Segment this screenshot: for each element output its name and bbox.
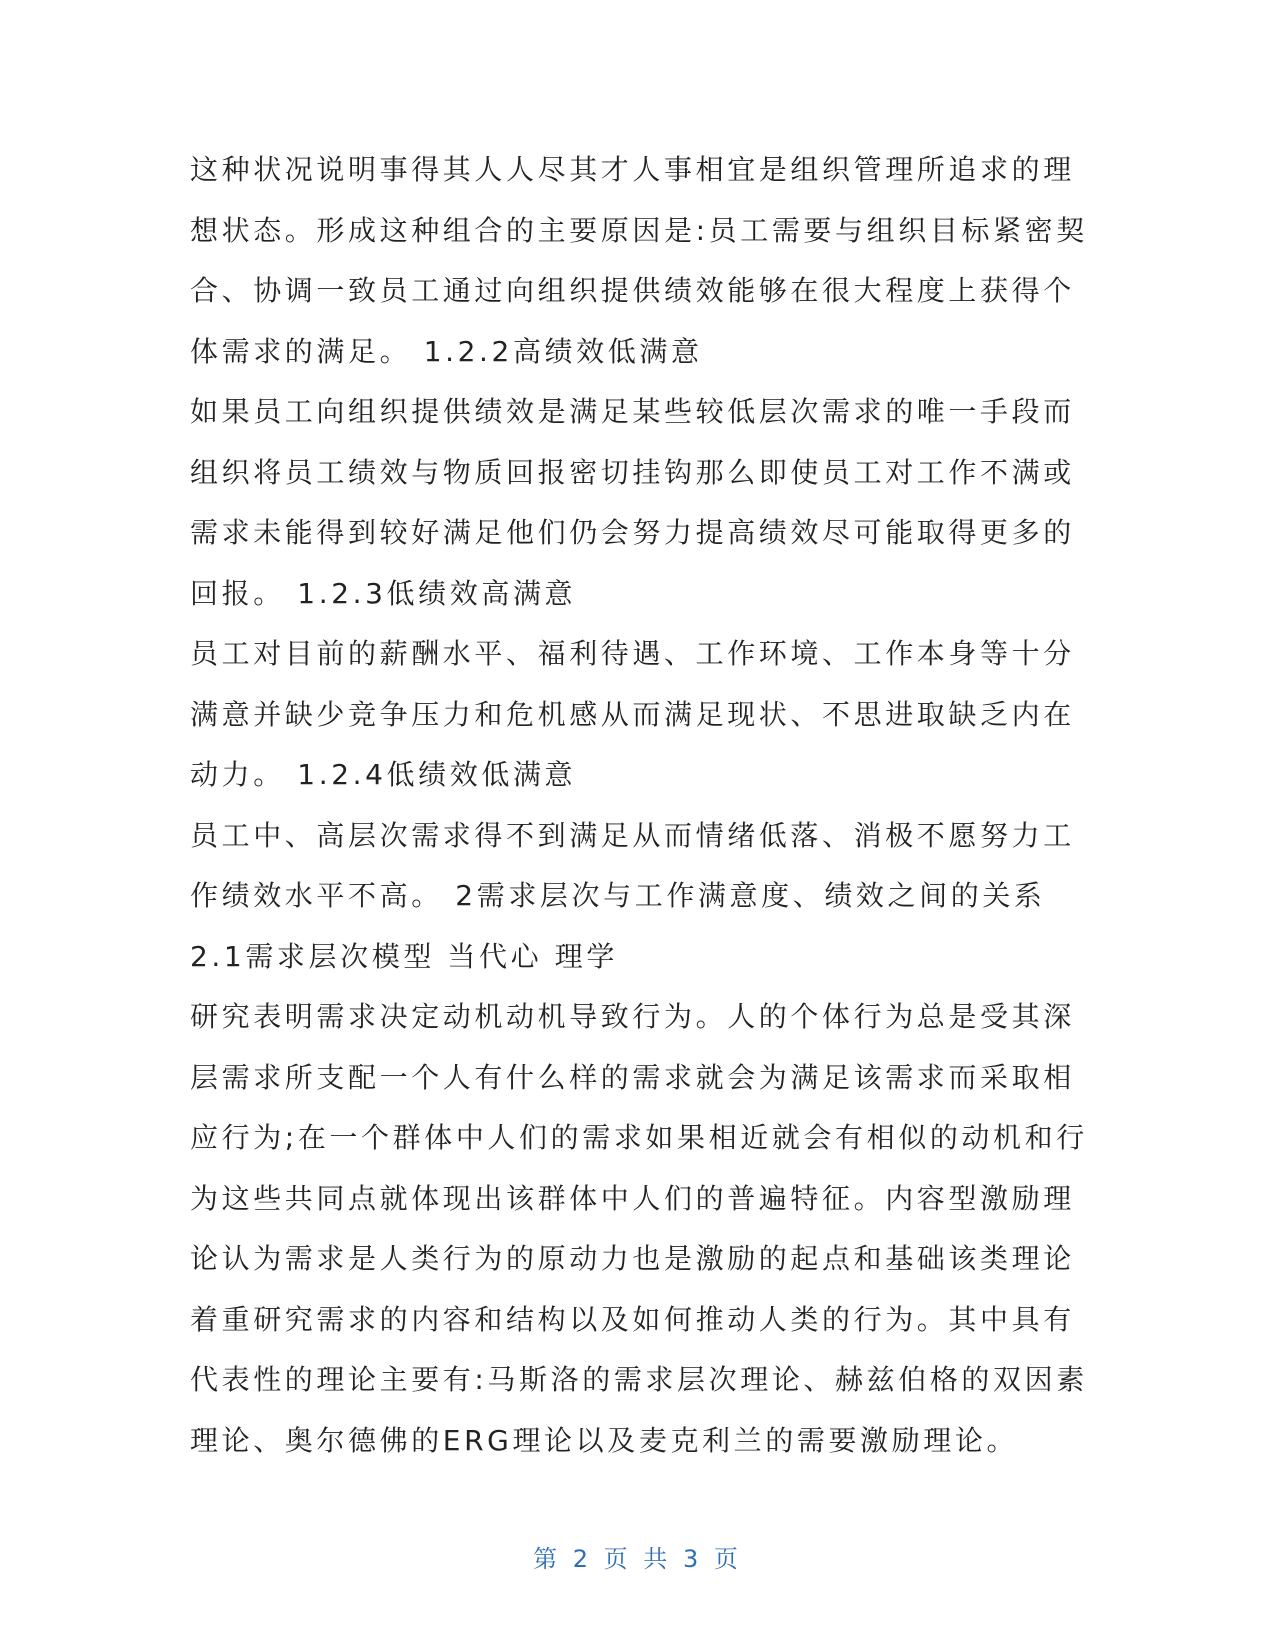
text-line: 员工中、高层次需求得不到满足从而情绪低落、消极不愿努力工 — [190, 818, 1075, 852]
text-line: 论认为需求是人类行为的原动力也是激励的起点和基础该类理论 — [190, 1242, 1075, 1275]
text-line: 满意并缺少竞争压力和危机感从而满足现状、不思进取缺乏内在 — [190, 697, 1075, 731]
text-line: 着重研究需求的内容和结构以及如何推动人类的行为。其中具有 — [190, 1302, 1075, 1336]
text-line: 这种状况说明事得其人人尽其才人事相宜是组织管理所追求的理 — [190, 153, 1075, 186]
text-line: 想状态。形成这种组合的主要原因是:员工需要与组织目标紧密契 — [190, 213, 1088, 247]
text-line: 层需求所支配一个人有什么样的需求就会为满足该需求而采取相 — [190, 1060, 1075, 1094]
text-line: 体需求的满足。 1.2.2高绩效低满意 — [190, 334, 703, 368]
text-line: 应行为;在一个群体中人们的需求如果相近就会有相似的动机和行 — [190, 1121, 1088, 1154]
text-line: 作绩效水平不高。 2需求层次与工作满意度、绩效之间的关系 — [190, 879, 1046, 912]
text-line: 代表性的理论主要有:马斯洛的需求层次理论、赫兹伯格的双因素 — [190, 1363, 1088, 1396]
text-line: 动力。 1.2.4低绩效低满意 — [190, 758, 577, 791]
text-line: 回报。 1.2.3低绩效高满意 — [190, 576, 577, 610]
page-number-footer: 第 2 页 共 3 页 — [533, 1545, 742, 1573]
body-text — [190, 140, 1090, 1471]
text-line: 为这些共同点就体现出该群体中人们的普遍特征。内容型激励理 — [190, 1181, 1075, 1215]
text-line: 需求未能得到较好满足他们仍会努力提高绩效尽可能取得更多的 — [190, 516, 1075, 549]
text-line: 研究表明需求决定动机动机导致行为。人的个体行为总是受其深 — [190, 1000, 1075, 1033]
text-line: 2.1需求层次模型 当代心 理学 — [190, 939, 618, 973]
text-line: 组织将员工绩效与物质回报密切挂钩那么即使员工对工作不满或 — [190, 455, 1075, 489]
text-line: 理论、奥尔德佛的ERG理论以及麦克利兰的需要激励理论。 — [190, 1423, 1019, 1457]
text-line: 员工对目前的薪酬水平、福利待遇、工作环境、工作本身等十分 — [190, 637, 1075, 670]
text-line: 合、协调一致员工通过向组织提供绩效能够在很大程度上获得个 — [190, 274, 1075, 307]
text-line: 如果员工向组织提供绩效是满足某些较低层次需求的唯一手段而 — [190, 395, 1075, 428]
